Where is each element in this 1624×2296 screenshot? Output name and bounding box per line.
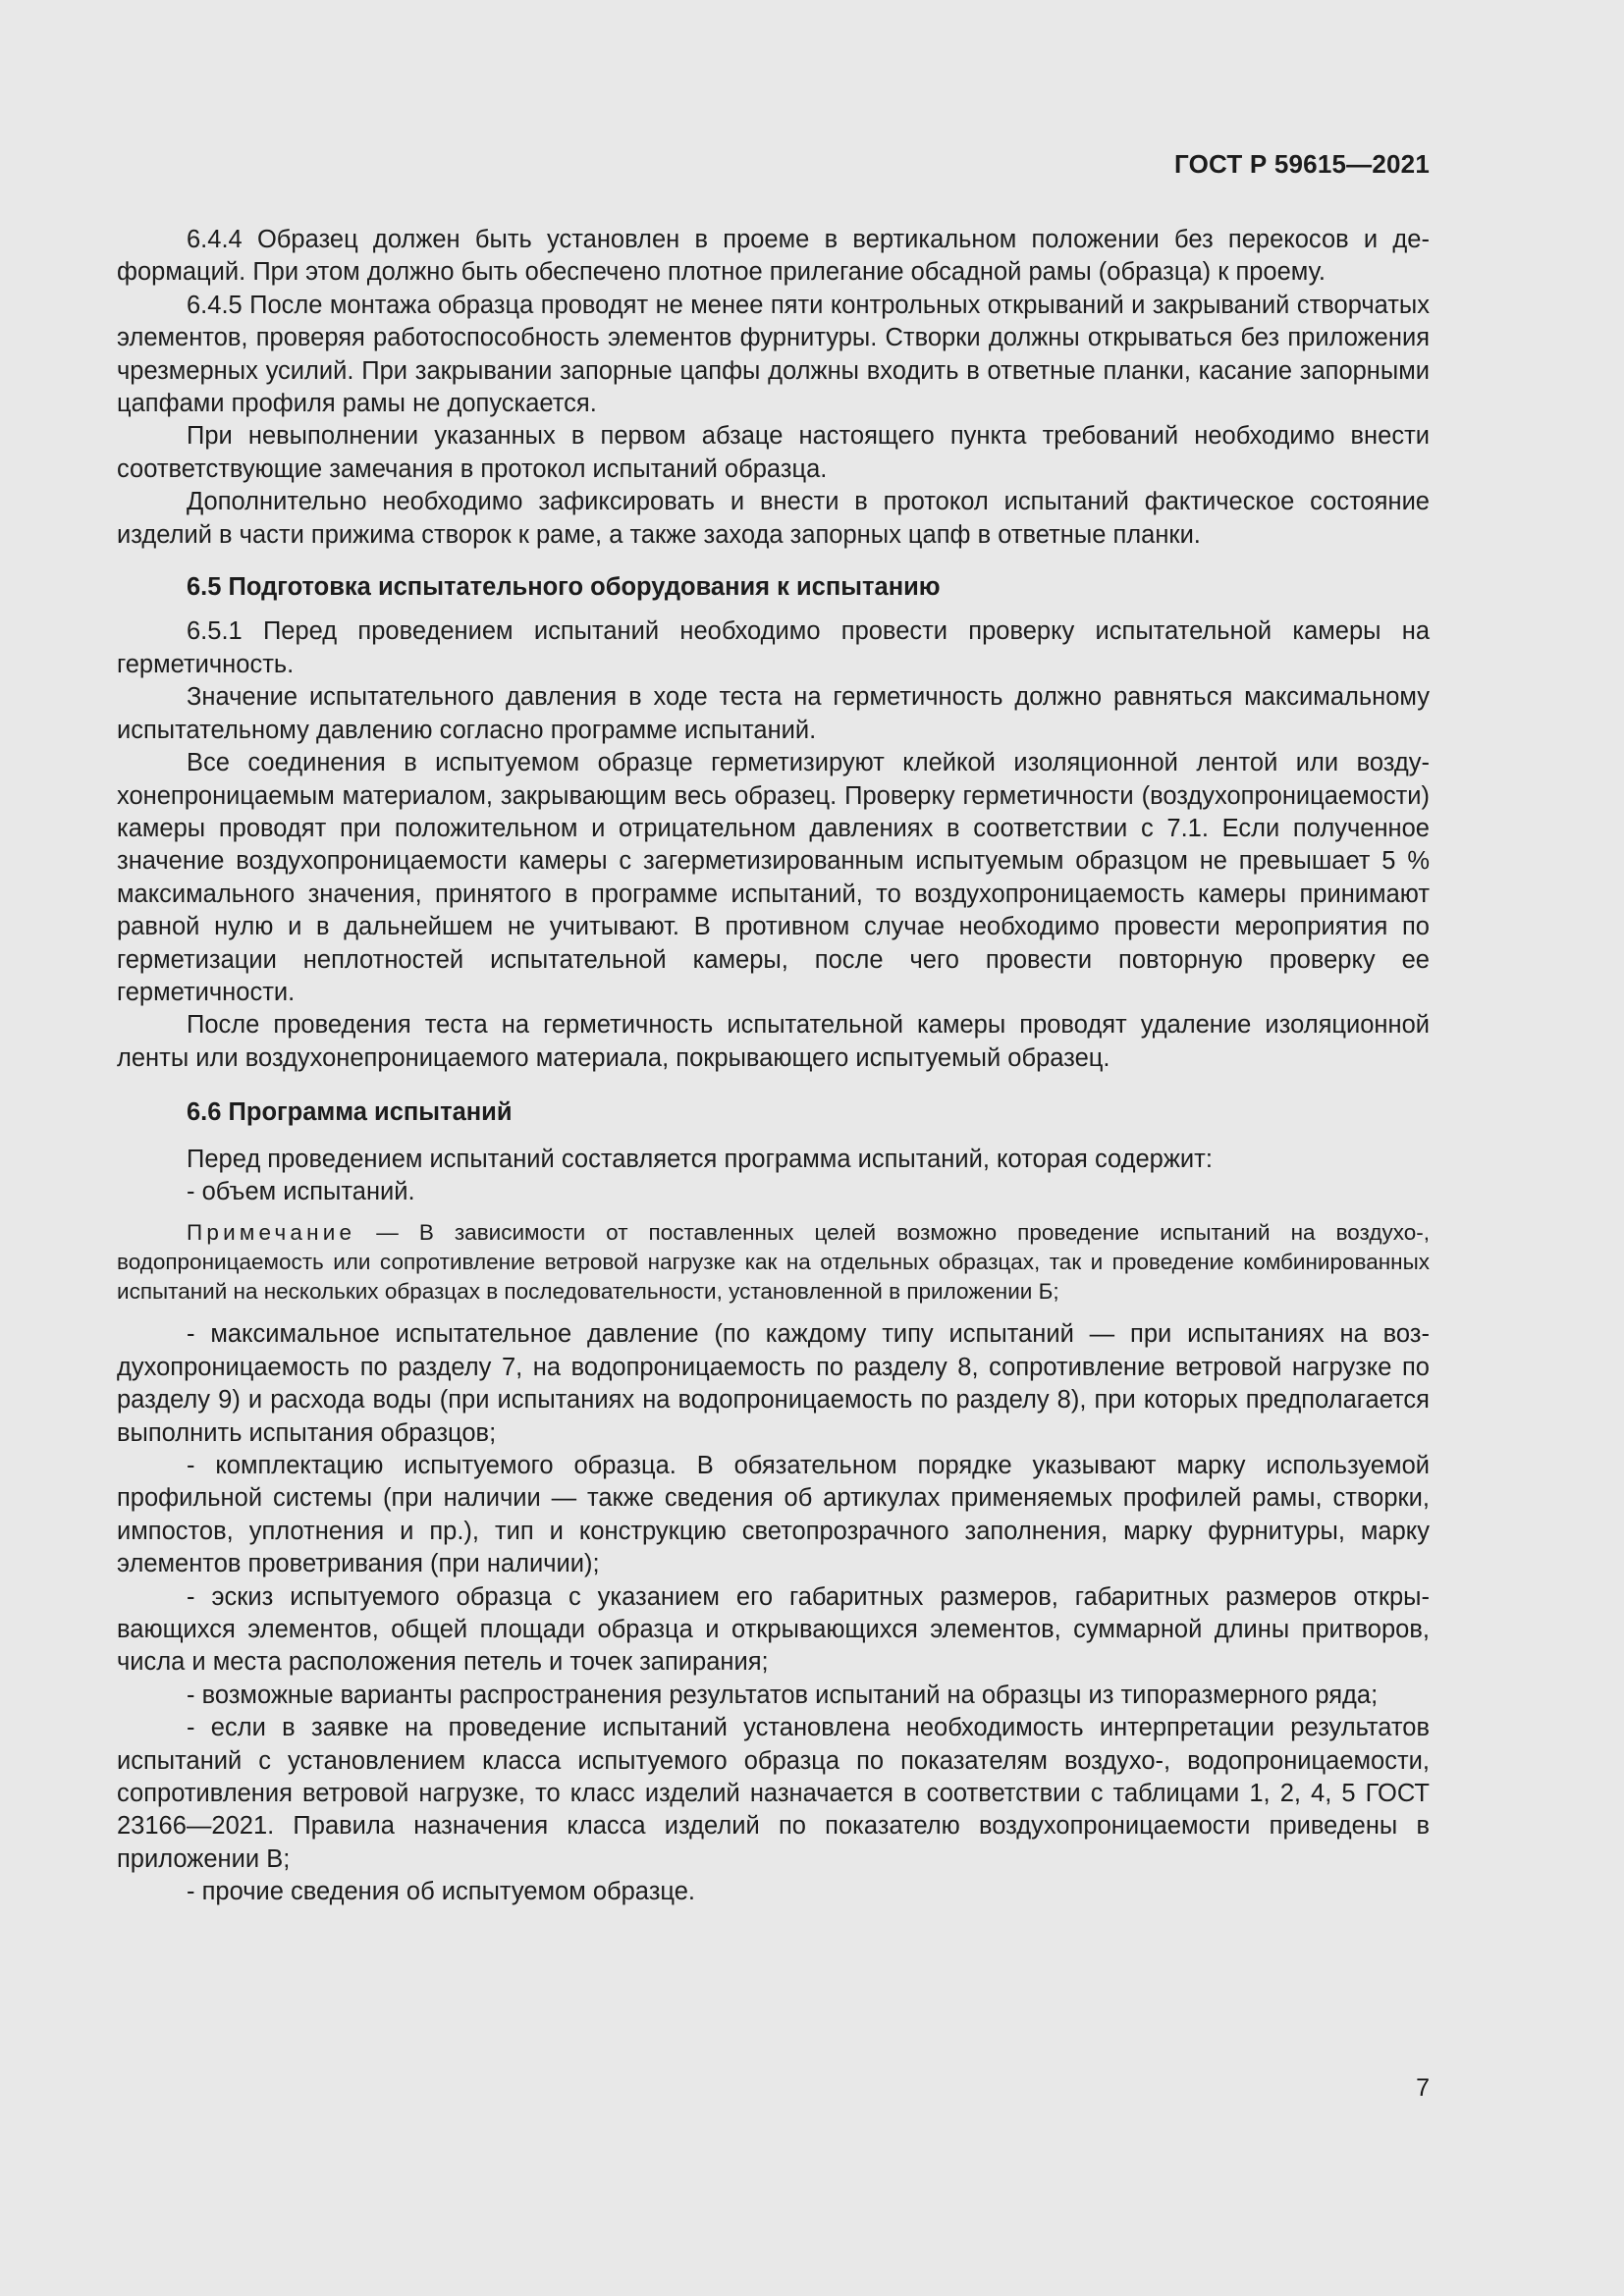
page-content — [117, 224, 1430, 1909]
list-item-sketch: - эскиз испытуемого образца с указанием его габаритных размеров, габаритных размеров открывающихся элементов, общей площади образца и открывающихся элементов, суммарной длины притворов, числа и места расположения петель и точек запирания; — [117, 1582, 1430, 1677]
paragraph-6-4-5: 6.4.5 После монтажа образца проводят не менее пяти контрольных открываний и закрываний створчатых элементов, проверяя работоспособность элементов фурнитуры. Створки должны открываться без приложения чрезмерных усилий. При закрывании запорные цапфы должны входить в ответные планки, касание запорными цапфами профиля рамы не допускается. — [117, 291, 1430, 418]
paragraph-additional: Дополнительно необходимо зафиксировать и внести в протокол испытаний фактическое состояние изделий в части прижима створок к раме, а также захода запорных цапф в ответные планки. — [117, 488, 1430, 549]
list-item-class: - если в заявке на проведение испытаний установлена необходимость интерпретации результатов испытаний с установлением класса испытуемого образца по показателям воздухо-, водопроницаемости, сопротивления ветровой нагрузке, то класс изделий назначается в соответствии с таблицами 1, 2, 4, 5 ГОСТ 23166—2021. Правила назначения класса изделий по показателю воздухопроницаемости приведены в приложении В; — [117, 1714, 1430, 1873]
list-item-variants: - возможные варианты распространения результатов испытаний на образцы из типоразмерного ряда; — [187, 1681, 1379, 1709]
paragraph-test-pressure: Значение испытательного давления в ходе теста на герметичность должно равняться максимальному испытательному давлению согласно программе испытаний. — [117, 683, 1430, 744]
paragraph-after-test: После проведения теста на герметичность испытательной камеры проводят удаление изоляционной ленты или воздухонепроницаемого материала, покрывающего испытуемый образец. — [117, 1011, 1430, 1072]
page-number: 7 — [1416, 2074, 1430, 2102]
document-code: ГОСТ Р 59615—2021 — [1174, 149, 1430, 179]
list-item-scope: - объем испытаний. — [187, 1177, 415, 1205]
paragraph-6-5-1: 6.5.1 Перед проведением испытаний необходимо провести проверку испытательной камеры на герметичность. — [117, 617, 1430, 678]
note-label: Примечание — [187, 1220, 356, 1246]
section-heading-6-6: 6.6 Программа испытаний — [187, 1098, 513, 1127]
list-item-max-pressure: - максимальное испытательное давление (по каждому типу испытаний — при испытаниях на воздухопроницаемость по разделу 7, на водопроницаемость по разделу 8, сопротивление ветровой нагрузке по разделу 9) и расхода воды (при испытаниях на водопроницаемость по разделу 8), при которых предполагается выполнить испытания образцов; — [117, 1320, 1430, 1447]
paragraph-noncompliance: При невыполнении указанных в первом абзаце настоящего пункта требований необходимо внести соответствующие замечания в протокол испытаний образца. — [117, 422, 1430, 483]
note-block — [117, 1218, 1430, 1307]
paragraph-program-intro: Перед проведением испытаний составляется программа испытаний, которая содержит: — [187, 1145, 1213, 1173]
paragraph-sealing-joints: Все соединения в испытуемом образце герметизируют клейкой изоляционной лентой или воздухонепроницаемым материалом, закрывающим весь образец. Проверку герметичности (воздухопроницаемости) камеры проводят при положительном и отрицательном давлениях в соответствии с 7.1. Если полученное значение воздухопроницаемости камеры с загерметизированным испытуемым образцом не превышает 5 % максимального значения, принятого в программе испытаний, то воздухопроницаемость камеры принимают равной нулю и в дальнейшем не учитывают. В противном случае необходимо провести мероприятия по герметизации неплотностей испытательной камеры, после чего провести повторную проверку ее герметичности. — [117, 749, 1430, 1006]
note-text: — В зависимости от поставленных целей возможно проведение испытаний на воздухо-, водопроницаемость или сопротивление ветровой нагрузке как на отдельных образцах, так и проведение комбинированных испытаний на нескольких образцах в последовательности, установленной в приложении Б; — [117, 1220, 1430, 1305]
list-item-components: - комплектацию испытуемого образца. В обязательном порядке указывают марку используемой профильной системы (при наличии — также сведения об артикулах применяемых профилей рамы, створки, импостов, уплотнения и пр.), тип и конструкцию светопрозрачного заполнения, марку фурнитуры, марку элементов проветривания (при наличии); — [117, 1452, 1430, 1578]
paragraph-6-4-4: 6.4.4 Образец должен быть установлен в проеме в вертикальном положении без перекосов и деформаций. При этом должно быть обеспечено плотное прилегание обсадной рамы (образца) к проему. — [117, 226, 1430, 287]
list-item-other: - прочие сведения об испытуемом образце. — [187, 1878, 695, 1906]
section-heading-6-5: 6.5 Подготовка испытательного оборудования к испытанию — [187, 573, 941, 602]
